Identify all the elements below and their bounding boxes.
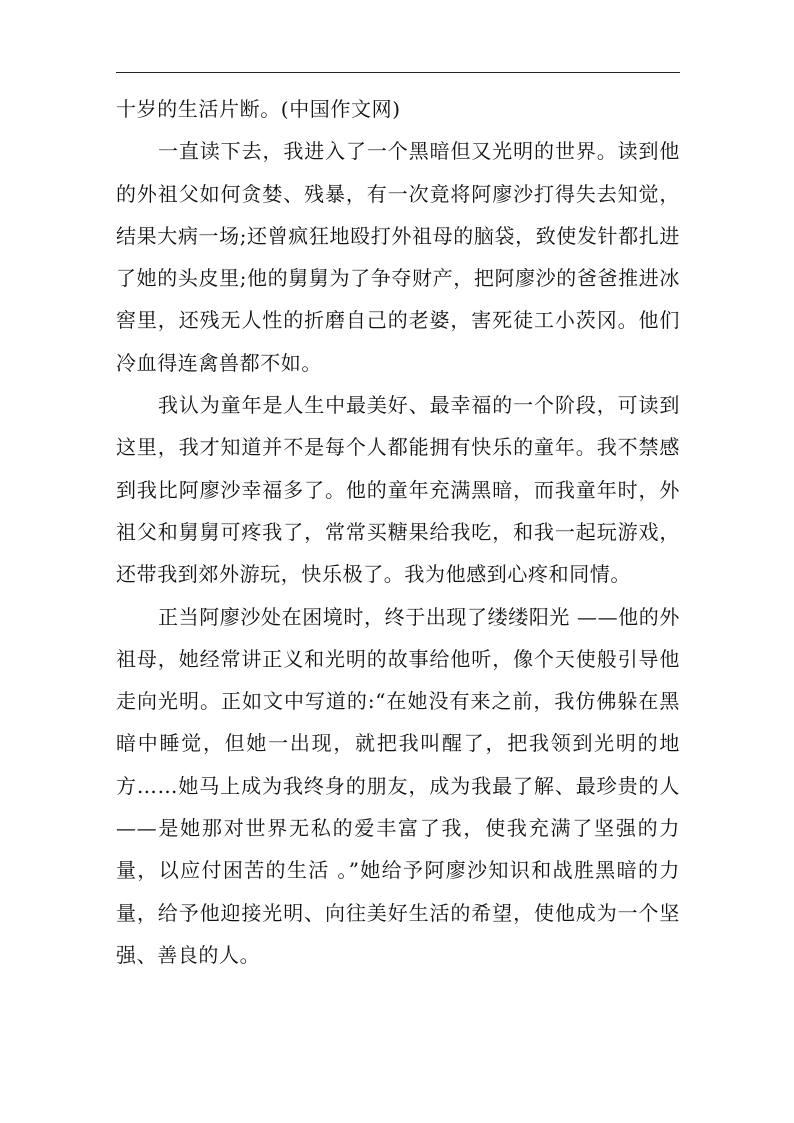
paragraph-2: 一直读下去，我进入了一个黑暗但又光明的世界。读到他的外祖父如何贪婪、残暴，有一次竟将阿廖沙打得失去知觉，结果大病一场;还曾疯狂地殴打外祖母的脑袋，致使发针都扎进了她的头皮里;他的舅舅为了争夺财产，把阿廖沙的爸爸推进冰窖里，还残无人性的折磨自己的老婆，害死徒工小茨冈。他们冷血得连禽兽都不如。 (116, 139, 680, 375)
header-rule (116, 72, 680, 73)
paragraph-4: 正当阿廖沙处在困境时，终于出现了缕缕阳光 ——他的外祖母，她经常讲正义和光明的故事给他听，像个天使般引导他走向光明。正如文中写道的:“在她没有来之前，我仿佛躲在黑暗中睡觉，但她一出现，就把我叫醒了，把我领到光明的地方……她马上成为我终身的朋友，成为我最了解、最珍贵的人——是她那对世界无私的爱丰富了我，使我充满了坚强的力量，以应付困苦的生活 。”她给予阿廖沙知识和战胜黑暗的力量，给予他迎接光明、向往美好生活的希望，使他成为一个坚强、善良的人。 (116, 604, 680, 967)
paragraph-3: 我认为童年是人生中最美好、最幸福的一个阶段，可读到这里，我才知道并不是每个人都能拥有快乐的童年。我不禁感到我比阿廖沙幸福多了。他的童年充满黑暗，而我童年时，外祖父和舅舅可疼我了，常常买糖果给我吃，和我一起玩游戏，还带我到郊外游玩，快乐极了。我为他感到心疼和同情。 (116, 393, 680, 587)
document-body (116, 88, 680, 976)
paragraph-1: 十岁的生活片断。(中国作文网) (116, 97, 401, 121)
